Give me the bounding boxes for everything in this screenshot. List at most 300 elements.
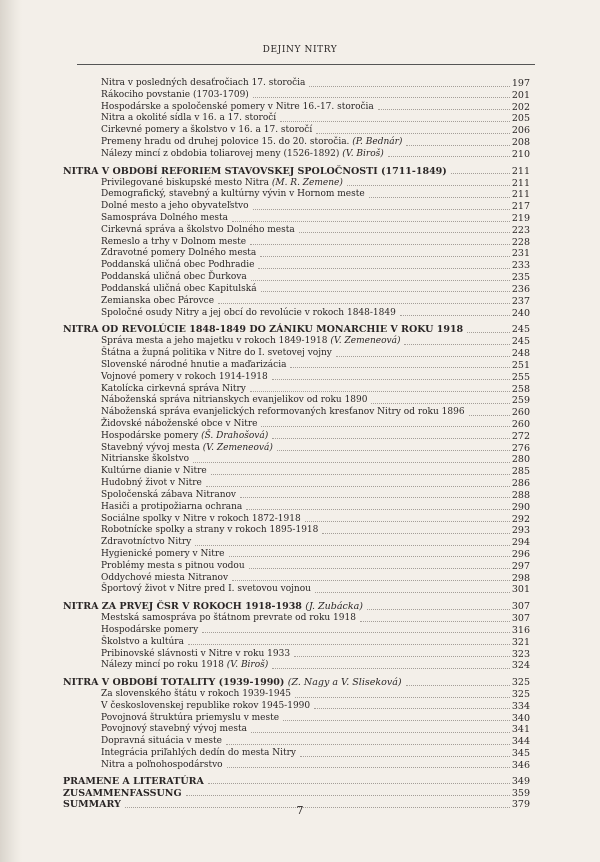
toc-entry-title [63, 776, 204, 787]
toc-entry-text: Štátna a župná politika v Nitre do I. svetovej vojny [101, 348, 332, 359]
toc-entry [0, 336, 600, 347]
toc-entry-text: NITRA ZA PRVEJ ČSR V ROKOCH 1918-1938 [63, 601, 302, 613]
dot-leader [226, 743, 510, 745]
dot-leader [314, 707, 510, 709]
dot-leader [251, 279, 510, 281]
toc-entry [0, 625, 600, 636]
toc-page-number: 223 [511, 224, 530, 236]
toc-page-number: 345 [511, 748, 530, 760]
toc-entry-text: Cirkevná správa a školstvo Dolného mesta [101, 224, 295, 235]
toc-entry [0, 514, 600, 525]
toc-entry [0, 284, 600, 295]
toc-entry-text: Sociálne spolky v Nitre v rokoch 1872-1918 [101, 513, 301, 524]
toc-entry-title [63, 601, 363, 612]
toc-entry-text: NITRA OD REVOLÚCIE 1848-1849 DO ZÁNIKU MONARCHIE V ROKU 1918 [63, 324, 464, 336]
toc-entry-title [63, 166, 447, 177]
toc-page-number: 276 [511, 442, 530, 454]
toc-entry-text: Nálezy mincí po roku 1918 [101, 660, 224, 671]
dot-leader [367, 608, 510, 610]
toc-page-number: 359 [511, 787, 530, 799]
toc-entry [0, 502, 600, 513]
dot-leader [261, 290, 510, 292]
toc-entry-text: Nitrianske školstvo [101, 454, 190, 465]
toc-entry-text: Premeny hradu od druhej polovice 15. do 20. storočia. [101, 137, 350, 148]
dot-leader [232, 579, 510, 581]
toc-page-number: 228 [511, 236, 530, 248]
toc-entry-title [101, 689, 291, 700]
toc-page-number: 341 [511, 724, 530, 736]
dot-leader [336, 355, 510, 357]
toc-entry-text: Zdravotníctvo Nitry [101, 537, 192, 548]
dot-leader [309, 85, 510, 87]
toc-entry [0, 466, 600, 477]
toc-entry [0, 102, 600, 113]
toc-entry [0, 573, 600, 584]
toc-entry-text: Dolné mesto a jeho obyvateľstvo [101, 201, 249, 212]
toc-entry-title [101, 573, 228, 584]
toc-entry [0, 713, 600, 724]
dot-leader [251, 731, 510, 733]
toc-entry-title [101, 713, 279, 724]
dot-leader [208, 782, 510, 784]
toc-page-number: 235 [511, 272, 530, 284]
toc-entry [0, 237, 600, 248]
toc-entry-title [101, 113, 276, 124]
toc-entry [0, 113, 600, 124]
dot-leader [316, 132, 510, 134]
toc-page-number: 307 [511, 601, 530, 613]
toc-entry [0, 407, 600, 418]
toc-entry-title [101, 360, 286, 371]
toc-entry [0, 689, 600, 700]
toc-entry-title [101, 284, 257, 295]
toc-entry [0, 760, 600, 771]
toc-entry-text: ZUSAMMENFASSUNG [63, 787, 182, 799]
dot-leader [193, 461, 510, 463]
toc-entry-text: Spoločenská zábava Nitranov [101, 489, 236, 500]
toc-entry-text: Poddanská uličná obec Podhradie [101, 260, 255, 271]
toc-page-number: 379 [511, 799, 530, 811]
toc-entry-title [101, 514, 301, 525]
toc-entry-title [101, 213, 228, 224]
toc-entry-title [101, 395, 367, 406]
toc-page-number: 307 [511, 613, 530, 625]
toc-entry [0, 178, 600, 189]
dot-leader [406, 144, 510, 146]
toc-page-number: 323 [511, 648, 530, 660]
toc-page-number: 219 [511, 213, 530, 225]
toc-entry-text: Náboženská správa nitrianskych evanjelikov od roku 1890 [101, 395, 368, 406]
toc-page-number: 286 [511, 478, 530, 490]
toc-entry-text: Židovské náboženské obce v Nitre [101, 418, 258, 429]
toc-entry [0, 90, 600, 101]
toc-entry [0, 443, 600, 454]
toc-entry-title [101, 760, 223, 771]
dot-leader [211, 473, 510, 475]
toc-page-number: 294 [511, 537, 530, 549]
toc-entry [0, 348, 600, 359]
toc-page-number: 325 [511, 689, 530, 700]
toc-entry [0, 431, 600, 442]
toc-entry [0, 260, 600, 271]
dot-leader [305, 520, 510, 522]
toc-entry [0, 490, 600, 501]
toc-entry [0, 213, 600, 224]
toc-entry [0, 360, 600, 371]
dot-leader [283, 719, 510, 721]
toc-page-number: 260 [511, 407, 530, 419]
toc-entry [0, 788, 600, 799]
toc-entry-title [101, 308, 396, 319]
toc-page-number: 296 [511, 548, 530, 560]
toc-entry-title [101, 701, 310, 712]
dot-leader [295, 696, 510, 698]
toc-entry [0, 395, 600, 406]
dot-leader [229, 555, 511, 557]
toc-entry [0, 248, 600, 259]
toc-entry-title [101, 549, 225, 560]
dot-leader [406, 684, 510, 686]
toc-entry-text: Slovenské národné hnutie a maďarizácia [101, 359, 287, 370]
toc-entry-title [101, 419, 257, 430]
toc-entry-title [101, 724, 247, 735]
toc-entry [0, 272, 600, 283]
toc-page-number: 245 [511, 336, 530, 348]
toc-page-number: 340 [511, 712, 530, 724]
toc-entry-title [101, 137, 402, 148]
toc-entry-title [101, 637, 184, 648]
dot-leader [250, 390, 510, 392]
header-rule [77, 64, 535, 65]
toc-entry-text: Hygienické pomery v Nitre [101, 548, 225, 559]
toc-page-number: 346 [511, 759, 530, 771]
toc-page-number: 245 [511, 324, 530, 336]
toc-entry-title [101, 625, 198, 636]
toc-page-number: 344 [511, 736, 530, 748]
page-number: 7 [296, 804, 304, 817]
toc-page-number: 325 [511, 677, 530, 689]
toc-entry-title [101, 736, 222, 747]
toc-entry-text: NITRA V OBDOBÍ TOTALITY (1939-1990) [63, 677, 285, 689]
toc-entry-text: Robotnícke spolky a strany v rokoch 1895-1918 [101, 525, 319, 536]
toc-entry-title [101, 613, 356, 624]
toc-entry-title [101, 502, 242, 513]
toc-entry [0, 561, 600, 572]
toc-entry-text: Povojnový stavebný vývoj mesta [101, 724, 247, 735]
toc-page-number: 272 [511, 430, 530, 442]
toc-entry-title [101, 384, 246, 395]
toc-entry [0, 649, 600, 660]
toc-entry-title [63, 788, 182, 799]
toc-entry-text: Športový život v Nitre pred I. svetovou vojnou [101, 584, 311, 595]
toc-entry-text: Školstvo a kultúra [101, 636, 184, 647]
dot-leader [404, 343, 510, 345]
toc-entry [0, 736, 600, 747]
dot-leader [272, 378, 510, 380]
dot-leader [240, 496, 510, 498]
toc-entry-text: Katolícka cirkevná správa Nitry [101, 383, 246, 394]
toc-page-number: 251 [511, 359, 530, 371]
toc-entry-text: Hudobný život v Nitre [101, 478, 202, 489]
toc-entry-title [101, 178, 343, 189]
toc-entry-text: V československej republike rokov 1945-1990 [101, 700, 311, 711]
dot-leader [467, 331, 510, 333]
toc-entry-author: (Z. Nagy a V. Sliseková) [287, 677, 402, 689]
toc-page-number: 197 [511, 78, 530, 89]
dot-leader [272, 667, 510, 669]
toc-entry-author: (V. Biroš) [226, 660, 269, 671]
toc-entry-title [101, 372, 268, 383]
toc-entry-text: Hospodárske a spoločenské pomery v Nitre 16.-17. storočia [101, 101, 374, 112]
toc-entry-text: Hospodárske pomery [101, 430, 199, 441]
toc-entry [0, 296, 600, 307]
toc-entry-title [101, 584, 311, 595]
dot-leader [451, 172, 510, 174]
toc-entry-text: Demografický, stavebný a kultúrny vývin v Hornom meste [101, 189, 365, 200]
toc-entry [0, 478, 600, 489]
toc-page-number: 248 [511, 348, 530, 360]
toc-page-number: 210 [511, 148, 530, 160]
dot-leader [400, 314, 510, 316]
toc-entry-author: (M. R. Zemene) [271, 177, 343, 188]
dot-leader [360, 620, 510, 622]
toc-page-number: 288 [511, 489, 530, 501]
toc-entry-title [101, 260, 254, 271]
toc-entry [0, 454, 600, 465]
toc-page-number: 258 [511, 383, 530, 395]
toc-entry-text: Nálezy mincí z obdobia toliarovej meny (1526-1892) [101, 148, 340, 159]
dot-leader [253, 208, 510, 210]
toc-entry-title [101, 237, 246, 248]
toc-entry-text: NITRA V OBDOBÍ REFORIEM STAVOVSKEJ SPOLOČNOSTI (1711-1849) [63, 165, 447, 177]
toc-entry-title [101, 149, 384, 160]
dot-leader [188, 643, 510, 645]
toc-entry [0, 372, 600, 383]
toc-entry-text: Povojnová štruktúra priemyslu v meste [101, 712, 280, 723]
toc-page-number: 211 [511, 165, 530, 177]
dot-leader [260, 255, 510, 257]
toc-entry-text: Hospodárske pomery [101, 624, 199, 635]
toc-entry-author: (P. Bednár) [352, 137, 403, 148]
dot-leader [294, 655, 510, 657]
dot-leader [202, 631, 510, 633]
toc-page-number: 211 [511, 189, 530, 201]
dot-leader [258, 267, 510, 269]
dot-leader [371, 402, 510, 404]
dot-leader [347, 184, 510, 186]
toc-page-number: 211 [511, 177, 530, 189]
dot-leader [322, 532, 510, 534]
toc-entry-text: Privilegované biskupské mesto Nitra [101, 177, 269, 188]
toc-page-number: 259 [511, 395, 530, 407]
toc-page-number: 292 [511, 513, 530, 525]
toc-entry-title [101, 248, 256, 259]
toc-entry-text: Stavebný vývoj mesta [101, 442, 200, 453]
toc-entry [0, 537, 600, 548]
toc-entry [0, 201, 600, 212]
dot-leader [227, 766, 510, 768]
toc-entry-text: Zdravotné pomery Dolného mesta [101, 248, 257, 259]
toc-entry-text: Nitra v posledných desaťročiach 17. storočia [101, 78, 306, 88]
dot-leader [299, 231, 510, 233]
toc-entry-author: (V. Zemeneová) [330, 336, 401, 347]
toc-page-number: 231 [511, 248, 530, 260]
toc-entry [0, 525, 600, 536]
toc-page-number: 205 [511, 113, 530, 125]
toc-entry [0, 724, 600, 735]
dot-leader [206, 485, 510, 487]
toc-entry-text: SUMMARY [63, 799, 121, 811]
toc-entry [0, 776, 600, 787]
toc-entry-text: Poddanská uličná obec Ďurkova [101, 272, 247, 283]
toc-entry-text: Zemianska obec Párovce [101, 295, 215, 306]
toc-entry-title [101, 660, 268, 671]
dot-leader [469, 414, 510, 416]
toc-entry [0, 189, 600, 200]
toc-entry-title [101, 490, 236, 501]
dot-leader [246, 508, 510, 510]
toc-entry-title [101, 225, 295, 236]
dot-leader [250, 243, 510, 245]
dot-leader [280, 120, 510, 122]
toc-entry-title [101, 102, 374, 113]
toc-entry-text: Poddanská uličná obec Kapitulská [101, 283, 257, 294]
dot-leader [253, 96, 510, 98]
toc-page-number: 240 [511, 307, 530, 319]
toc-entry-title [101, 296, 214, 307]
toc-entry-title [101, 649, 290, 660]
toc-entry [0, 677, 600, 688]
toc-entry-text: Problémy mesta s pitnou vodou [101, 560, 245, 571]
toc-entry [0, 384, 600, 395]
toc-entry [0, 701, 600, 712]
toc-entry-text: Nitra a poľnohospodárstvo [101, 759, 223, 770]
toc-entry-title [101, 189, 365, 200]
dot-leader [277, 449, 510, 451]
toc-entry [0, 419, 600, 430]
toc-page-number: 208 [511, 137, 530, 149]
toc-entry-text: Správa mesta a jeho majetku v rokoch 1849-1918 [101, 336, 328, 347]
toc-entry [0, 748, 600, 759]
dot-leader [195, 544, 510, 546]
dot-leader [249, 567, 510, 569]
toc-entry [0, 308, 600, 319]
toc-page-number: 324 [511, 660, 530, 672]
toc-page-number: 202 [511, 101, 530, 113]
toc-page-number: 206 [511, 125, 530, 137]
toc-entry-author: (V. Zemeneová) [202, 442, 273, 453]
toc-entry-title [63, 677, 402, 688]
toc-entry-author: (J. Zubácka) [305, 601, 363, 613]
toc-entry [0, 601, 600, 612]
toc-entry-text: Náboženská správa evanjelických reformovaných kresťanov Nitry od roku 1896 [101, 407, 465, 418]
dot-leader [218, 302, 510, 304]
toc-page-number: 201 [511, 89, 530, 101]
toc-page-number: 334 [511, 700, 530, 712]
toc-entry-title [101, 407, 465, 418]
toc-entry-title [101, 78, 305, 89]
toc-entry-text: Integrácia priľahlých dedín do mesta Nitry [101, 748, 297, 759]
toc-entry-text: Hasiči a protipožiarna ochrana [101, 501, 243, 512]
toc-entry [0, 149, 600, 160]
toc-page-number: 293 [511, 525, 530, 537]
toc-entry [0, 637, 600, 648]
toc-page-number: 233 [511, 260, 530, 272]
toc-entry [0, 78, 600, 89]
toc-entry-author: (Š. Drahošová) [201, 430, 269, 441]
toc-entry-text: Cirkevné pomery a školstvo v 16. a 17. storočí [101, 125, 313, 136]
toc-entry-text: Vojnové pomery v rokoch 1914-1918 [101, 371, 268, 382]
toc-entry-text: Rákociho povstanie (1703-1709) [101, 89, 249, 100]
toc-entry-title [101, 201, 249, 212]
toc-page-number: 255 [511, 371, 530, 383]
toc-entry-title [101, 561, 245, 572]
toc-entry-title [101, 537, 191, 548]
dot-leader [232, 220, 510, 222]
toc-entry-text: Dopravná situácia v meste [101, 736, 222, 747]
toc-entry [0, 613, 600, 624]
toc-entry-text: Pribinovské slávnosti v Nitre v roku 1933 [101, 648, 291, 659]
toc-page-number: 290 [511, 501, 530, 513]
toc-entry [0, 660, 600, 671]
toc-entry [0, 324, 600, 335]
dot-leader [290, 366, 510, 368]
toc-entry [0, 549, 600, 560]
toc-entry-text: Za slovenského štátu v rokoch 1939-1945 [101, 689, 292, 699]
toc-entry-text: Spoločné osudy Nitry a jej obcí do revolúcie v rokoch 1848-1849 [101, 307, 396, 318]
toc-page-number: 237 [511, 295, 530, 307]
dot-leader [272, 437, 510, 439]
toc-page-number: 217 [511, 201, 530, 213]
toc-entry-title [101, 466, 207, 477]
toc-entry-title [101, 125, 312, 136]
toc-entry-title [101, 443, 273, 454]
toc-page-number: 297 [511, 560, 530, 572]
toc-page-number: 298 [511, 572, 530, 584]
toc-entry-title [101, 525, 318, 536]
dot-leader [186, 794, 510, 796]
toc-entry-title [101, 454, 189, 465]
toc-entry [0, 125, 600, 136]
dot-leader [261, 425, 510, 427]
toc-page-number: 316 [511, 624, 530, 636]
toc-entry-text: PRAMENE A LITERATÚRA [63, 775, 204, 787]
toc-entry [0, 137, 600, 148]
toc-entry-author: (V. Biroš) [342, 148, 384, 159]
toc-entry [0, 584, 600, 595]
toc-entry-text: Nitra a okolité sídla v 16. a 17. storočí [101, 113, 277, 124]
toc-entry-title [101, 478, 202, 489]
toc-entry-title [101, 748, 296, 759]
toc-entry-title [101, 348, 332, 359]
dot-leader [300, 755, 510, 757]
toc-entry-title [101, 336, 400, 347]
toc-page-number: 236 [511, 283, 530, 295]
dot-leader [388, 155, 510, 157]
toc-entry [0, 166, 600, 177]
toc-entry-text: Oddychové miesta Nitranov [101, 572, 229, 583]
dot-leader [369, 196, 510, 198]
toc-page-number: 280 [511, 454, 530, 466]
toc-entry-title [101, 272, 247, 283]
toc-entry-text: Mestská samospráva po štátnom prevrate od roku 1918 [101, 613, 356, 624]
toc-entry [0, 225, 600, 236]
dot-leader [315, 591, 510, 593]
toc-page-number: 349 [511, 775, 530, 787]
running-header: DEJINY NITRY [262, 45, 338, 55]
toc-page-number: 285 [511, 466, 530, 478]
toc-entry-title [101, 431, 268, 442]
